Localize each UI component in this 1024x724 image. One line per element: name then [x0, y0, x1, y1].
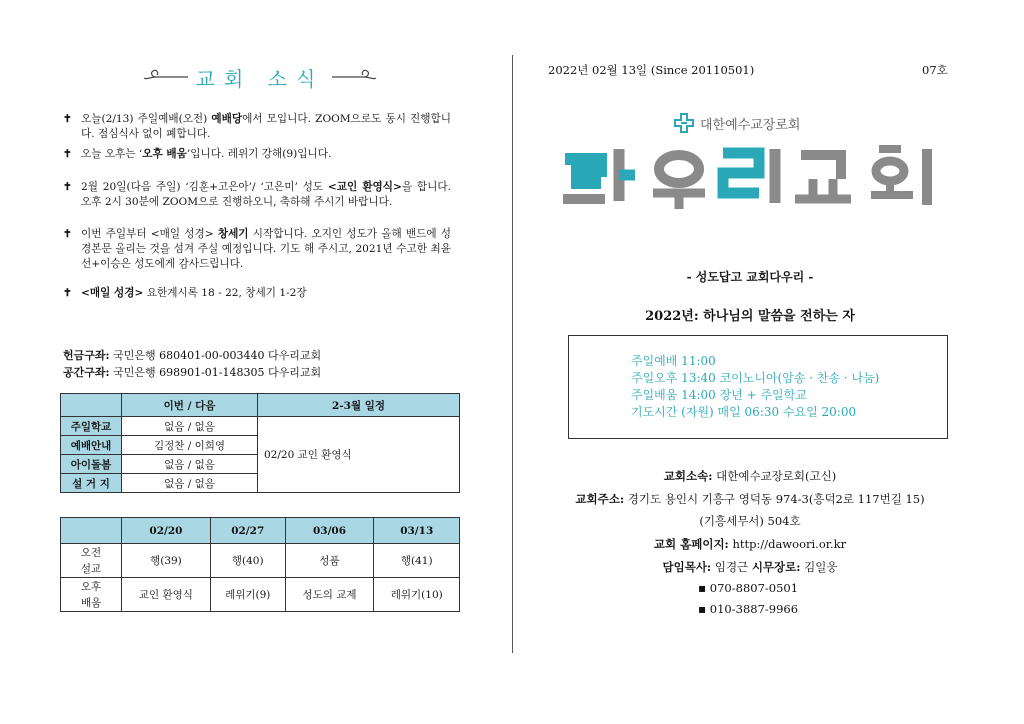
phone-number: 070-8807-0501 — [709, 581, 799, 595]
issue-date: 2022년 02월 13일 (Since 20110501) — [548, 63, 755, 77]
duty-header-schedule: 2-3월 일정 — [258, 394, 460, 417]
schedule-line: 주일예배 11:00 — [631, 354, 716, 368]
section-title — [130, 62, 390, 92]
sermon-header-date: 02/27 — [210, 518, 285, 544]
cross-bullet-icon: ✝ — [63, 181, 72, 193]
duty-row-value: 없음 / 없음 — [122, 455, 258, 474]
sermon-header-empty — [61, 518, 122, 544]
address-label: 교회주소: — [575, 492, 625, 506]
duty-row-value: 김정찬 / 이희영 — [122, 436, 258, 455]
space-account-label: 공간구좌: — [63, 366, 110, 379]
cross-bullet-icon: ✝ — [63, 287, 72, 299]
duty-header-week: 이번 / 다음 — [122, 394, 258, 417]
homepage-link[interactable]: http://dawoori.or.kr — [728, 537, 847, 551]
sermon-cell: 행(39) — [122, 544, 211, 578]
news-item — [63, 180, 451, 210]
slogan: - 성도답고 교회다우리 - — [686, 270, 814, 284]
space-account — [63, 364, 321, 380]
offering-account — [63, 347, 321, 363]
phone-2 — [698, 602, 798, 616]
duty-row-value: 없음 / 없음 — [122, 417, 258, 436]
cross-bullet-icon: ✝ — [63, 113, 72, 125]
address-line-2: (기흥세무서) 504호 — [699, 514, 801, 528]
duty-row-label: 예배안내 — [61, 436, 122, 455]
sermon-row-label: 오후 배움 — [61, 578, 122, 612]
sermon-header-date: 03/13 — [374, 518, 460, 544]
left-ornament-icon — [142, 68, 190, 86]
news-item — [63, 227, 451, 272]
sermon-cell: 레위기(10) — [374, 578, 460, 612]
affiliation-value: 대한예수교장로회(고신) — [712, 469, 837, 483]
news-item — [63, 147, 451, 162]
schedule-line: 주일오후 13:40 코이노니아(암송 · 찬송 · 나눔) — [631, 371, 880, 385]
news-text: 오늘 오후는 ‘오후 배움’입니다. 레위기 강해(9)입니다. — [81, 148, 332, 160]
phone-1 — [698, 581, 798, 595]
denomination-text: 대한예수교장로회 — [700, 117, 801, 133]
sermon-header-date: 03/06 — [285, 518, 374, 544]
cross-bullet-icon: ✝ — [63, 148, 72, 160]
sermon-cell: 성품 — [285, 544, 374, 578]
schedule-cell: 02/20 교인 환영식 — [258, 417, 460, 493]
address-value: 경기도 용인시 기흥구 영덕동 974-3(흥덕2로 117번길 15) — [624, 492, 925, 506]
pastor-name: 임경근 — [711, 560, 752, 574]
duty-table — [60, 393, 460, 493]
cross-logo-icon — [674, 113, 694, 133]
phone-number: 010-3887-9966 — [709, 602, 799, 616]
section-title-text: 교회 소식 — [195, 66, 325, 91]
church-address — [520, 491, 980, 507]
sermon-cell: 행(41) — [374, 544, 460, 578]
duty-header-empty — [61, 394, 122, 417]
sermon-cell: 성도의 교제 — [285, 578, 374, 612]
offering-account-label: 헌금구좌: — [63, 349, 110, 362]
news-text: 2월 20일(다음 주일) ‘김훈+고은아’/ ‘고은미’ 성도 <교인 환영식>을 합니다. 오후 2시 30분에 ZOOM으로 진행하오니, 축하해 주시기 바랍니다. — [81, 181, 451, 208]
news-text: 오늘(2/13) 주일예배(오전) 예배당에서 모입니다. ZOOM으로도 동시 진행합니다. 점심식사 없이 폐합니다. — [81, 113, 451, 140]
issue-number: 07호 — [922, 63, 948, 77]
page-divider — [512, 55, 513, 653]
news-text: 이번 주일부터 <매일 성경> 창세기 시작합니다. 오지인 성도가 올해 밴드에 성경본문 올리는 것을 섬겨 주실 예정입니다. 기도 해 주시고, 2021년 수고한 최윤선+이승은 성도에게 감사드립니다. — [81, 228, 452, 270]
space-account-value: 국민은행 698901-01-148305 다우리교회 — [109, 366, 322, 379]
cross-bullet-icon: ✝ — [63, 228, 72, 240]
elder-name: 김일웅 — [800, 560, 838, 574]
church-leaders — [540, 559, 960, 575]
church-homepage — [540, 536, 960, 552]
schedule-line: 기도시간 (자원) 매일 06:30 수요일 20:00 — [631, 405, 857, 419]
pastor-label: 담임목사: — [662, 560, 712, 574]
news-item — [63, 286, 451, 301]
sermon-cell: 레위기(9) — [210, 578, 285, 612]
sermon-header-date: 02/20 — [122, 518, 211, 544]
duty-row-label: 설 거 지 — [61, 474, 122, 493]
duty-row-label: 주일학교 — [61, 417, 122, 436]
church-affiliation — [540, 468, 960, 484]
bullet-icon: ▪ — [698, 581, 707, 595]
bullet-icon: ▪ — [698, 602, 707, 616]
elder-label: 시무장로: — [751, 560, 801, 574]
duty-row-value: 없음 / 없음 — [122, 474, 258, 493]
offering-account-value: 국민은행 680401-00-003440 다우리교회 — [109, 349, 322, 362]
sermon-row-label: 오전 설교 — [61, 544, 122, 578]
denomination-header — [674, 113, 800, 133]
worship-schedule-box — [568, 335, 948, 439]
right-ornament-icon — [330, 68, 378, 86]
news-item — [63, 112, 451, 142]
homepage-label: 교회 홈페이지: — [653, 537, 729, 551]
sermon-table — [60, 517, 460, 612]
sermon-cell: 교인 환영식 — [122, 578, 211, 612]
church-logo — [561, 143, 941, 211]
yearly-theme: 2022년: 하나님의 말씀을 전하는 자 — [645, 309, 855, 324]
sermon-cell: 행(40) — [210, 544, 285, 578]
schedule-line: 주일배움 14:00 장년 + 주일학교 — [631, 388, 807, 402]
news-text: <매일 성경> 요한계시록 18 - 22, 창세기 1-2장 — [81, 287, 307, 299]
affiliation-label: 교회소속: — [663, 469, 713, 483]
duty-row-label: 아이돌봄 — [61, 455, 122, 474]
